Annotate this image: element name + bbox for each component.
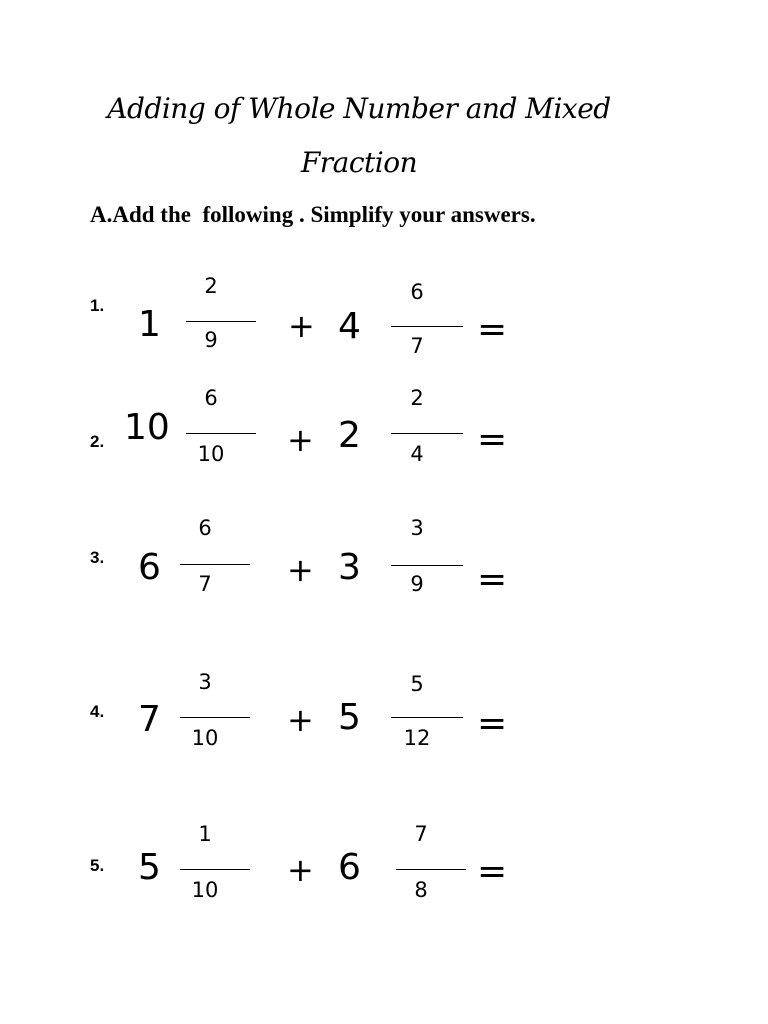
- numerator-2: 3: [410, 516, 424, 540]
- numerator-1: 1: [198, 822, 212, 846]
- fraction-bar-1: [180, 869, 250, 870]
- fraction-bar-2: [391, 433, 463, 434]
- problem-number: 3.: [90, 548, 105, 567]
- denominator-2: 9: [410, 572, 424, 596]
- equals-sign: =: [477, 851, 508, 892]
- fraction-bar-2: [391, 565, 463, 566]
- equals-sign: =: [477, 309, 508, 350]
- problem-3: [0, 512, 768, 612]
- whole-number-1: 1: [138, 304, 161, 345]
- whole-number-2: 5: [338, 697, 361, 738]
- fraction-bar-1: [180, 717, 250, 718]
- numerator-2: 6: [410, 280, 424, 304]
- whole-number-1: 7: [138, 699, 161, 740]
- denominator-2: 12: [403, 726, 431, 750]
- problem-number: 5.: [90, 856, 105, 875]
- numerator-2: 5: [410, 672, 424, 696]
- whole-number-2: 2: [338, 415, 361, 456]
- numerator-1: 3: [198, 670, 212, 694]
- numerator-2: 2: [410, 386, 424, 410]
- plus-sign: +: [287, 701, 314, 739]
- denominator-1: 10: [191, 878, 219, 902]
- problem-number: 4.: [90, 702, 105, 721]
- fraction-bar-2: [396, 869, 466, 870]
- denominator-2: 7: [410, 334, 424, 358]
- problem-4: [0, 666, 768, 766]
- denominator-1: 7: [198, 572, 212, 596]
- numerator-1: 2: [204, 274, 218, 298]
- equals-sign: =: [477, 703, 508, 744]
- whole-number-1: 10: [124, 407, 170, 448]
- fraction-bar-1: [180, 564, 250, 565]
- problem-number: 2.: [90, 432, 105, 451]
- equals-sign: =: [477, 559, 508, 600]
- plus-sign: +: [287, 551, 314, 589]
- whole-number-2: 6: [338, 847, 361, 888]
- whole-number-2: 4: [338, 306, 361, 347]
- worksheet-title-line-1: Adding of Whole Number and Mixed: [107, 92, 611, 125]
- plus-sign: +: [288, 307, 315, 345]
- problem-number: 1.: [90, 296, 105, 315]
- numerator-1: 6: [198, 516, 212, 540]
- fraction-bar-1: [186, 433, 256, 434]
- equals-sign: =: [477, 419, 508, 460]
- whole-number-2: 3: [338, 547, 361, 588]
- denominator-1: 9: [204, 328, 218, 352]
- whole-number-1: 6: [138, 547, 161, 588]
- numerator-1: 6: [204, 386, 218, 410]
- worksheet-title-line-2: Fraction: [300, 146, 418, 179]
- denominator-1: 10: [197, 442, 225, 466]
- denominator-2: 4: [410, 442, 424, 466]
- fraction-bar-2: [391, 326, 463, 327]
- problem-2: [0, 382, 768, 482]
- denominator-1: 10: [191, 726, 219, 750]
- plus-sign: +: [287, 851, 314, 889]
- problem-5: [0, 816, 768, 916]
- fraction-bar-2: [391, 717, 463, 718]
- fraction-bar-1: [186, 321, 256, 322]
- plus-sign: +: [287, 421, 314, 459]
- problem-1: [0, 270, 768, 370]
- numerator-2: 7: [414, 822, 428, 846]
- instruction-text: A.Add the following . Simplify your answers.: [90, 202, 536, 227]
- denominator-2: 8: [414, 878, 428, 902]
- whole-number-1: 5: [138, 847, 161, 888]
